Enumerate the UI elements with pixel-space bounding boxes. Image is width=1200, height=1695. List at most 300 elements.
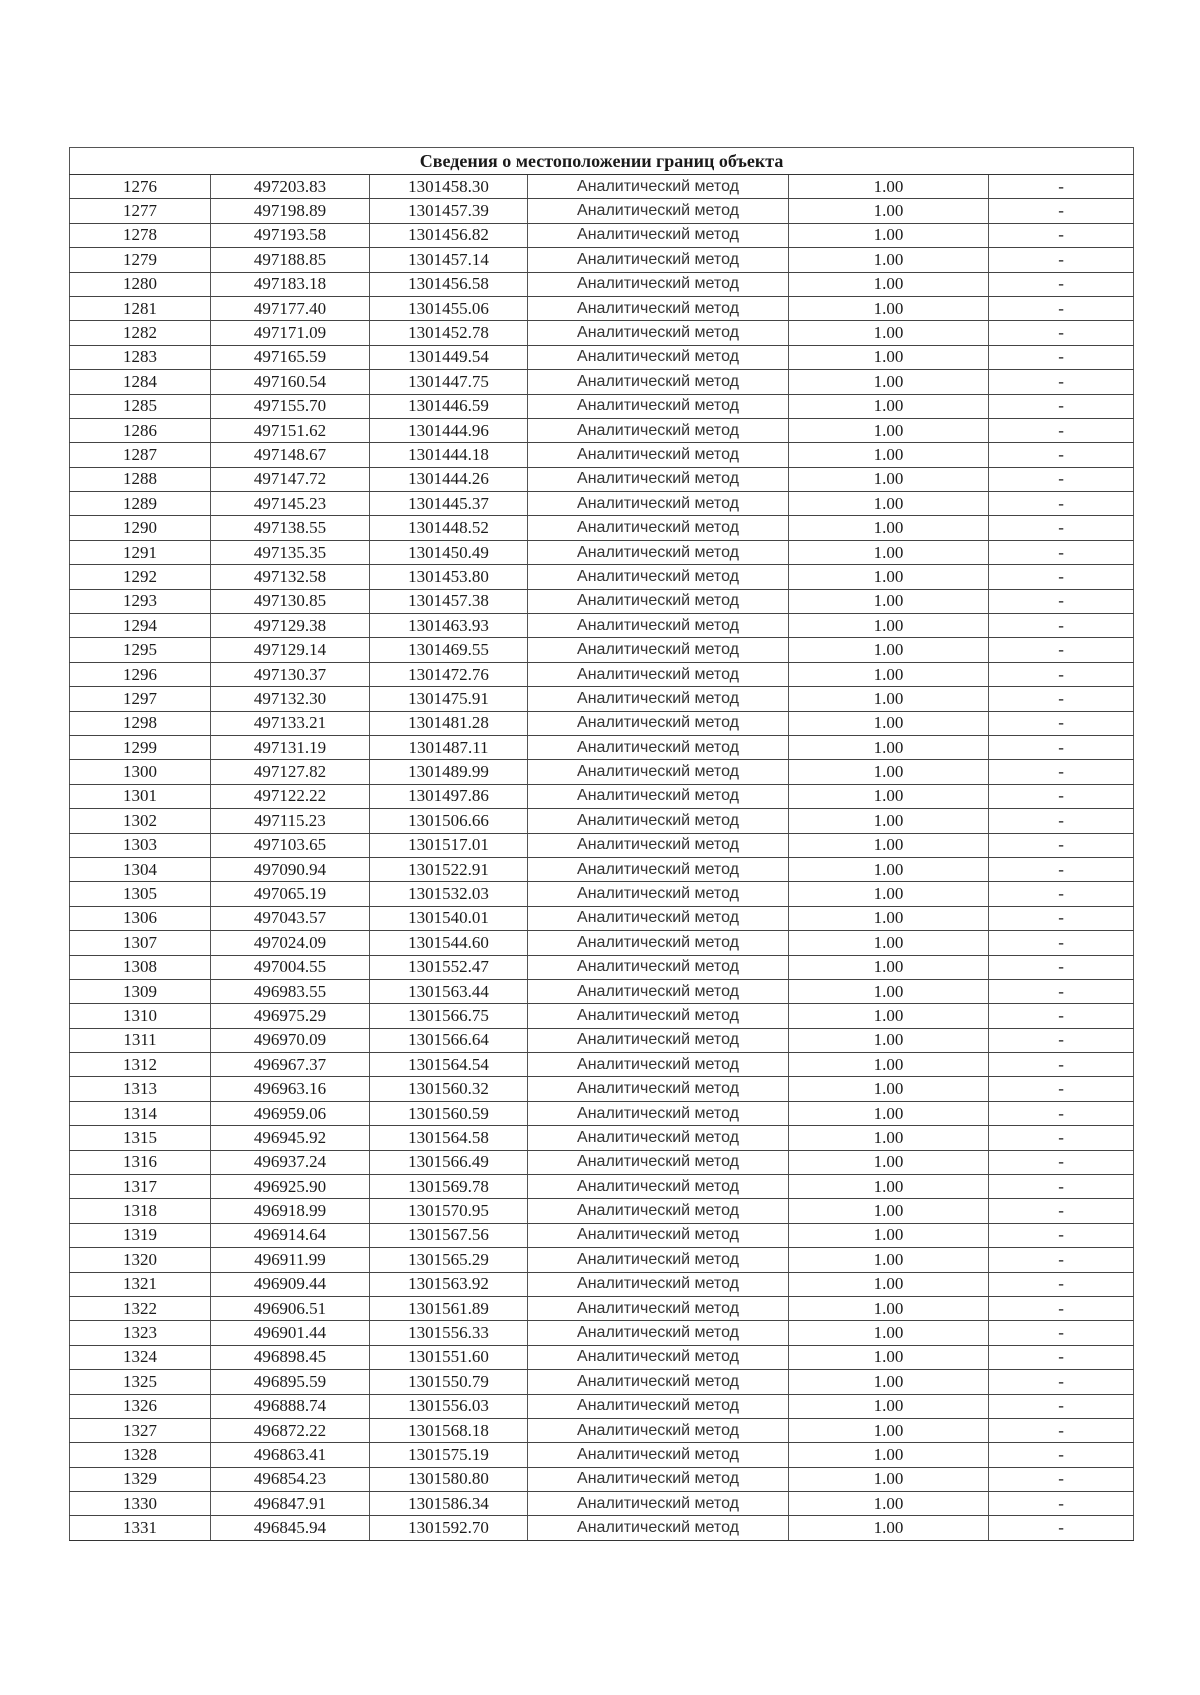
table-row	[70, 1394, 1134, 1418]
x-coordinate-cell: 496911.99	[211, 1248, 370, 1272]
description-cell: -	[989, 809, 1134, 833]
description-cell: -	[989, 1077, 1134, 1101]
y-coordinate-cell: 1301475.91	[370, 687, 528, 711]
point-number-cell: 1301	[70, 784, 211, 808]
x-coordinate-cell: 496845.94	[211, 1516, 370, 1540]
point-number-cell: 1299	[70, 735, 211, 759]
method-cell: Аналитический метод	[528, 735, 789, 759]
accuracy-cell: 1.00	[789, 955, 989, 979]
y-coordinate-cell: 1301452.78	[370, 321, 528, 345]
accuracy-cell: 1.00	[789, 931, 989, 955]
table-row	[70, 345, 1134, 369]
method-cell: Аналитический метод	[528, 1028, 789, 1052]
x-coordinate-cell: 496914.64	[211, 1223, 370, 1247]
y-coordinate-cell: 1301580.80	[370, 1467, 528, 1491]
description-cell: -	[989, 199, 1134, 223]
table-row	[70, 1223, 1134, 1247]
point-number-cell: 1277	[70, 199, 211, 223]
x-coordinate-cell: 497133.21	[211, 711, 370, 735]
y-coordinate-cell: 1301586.34	[370, 1492, 528, 1516]
method-cell: Аналитический метод	[528, 565, 789, 589]
accuracy-cell: 1.00	[789, 809, 989, 833]
table-row	[70, 296, 1134, 320]
method-cell: Аналитический метод	[528, 1199, 789, 1223]
table-row	[70, 370, 1134, 394]
accuracy-cell: 1.00	[789, 565, 989, 589]
description-cell: -	[989, 1004, 1134, 1028]
accuracy-cell: 1.00	[789, 589, 989, 613]
method-cell: Аналитический метод	[528, 906, 789, 930]
y-coordinate-cell: 1301560.32	[370, 1077, 528, 1101]
method-cell: Аналитический метод	[528, 1467, 789, 1491]
x-coordinate-cell: 496847.91	[211, 1492, 370, 1516]
x-coordinate-cell: 497129.14	[211, 638, 370, 662]
y-coordinate-cell: 1301463.93	[370, 614, 528, 638]
table-row	[70, 1443, 1134, 1467]
description-cell: -	[989, 760, 1134, 784]
point-number-cell: 1283	[70, 345, 211, 369]
accuracy-cell: 1.00	[789, 1394, 989, 1418]
y-coordinate-cell: 1301517.01	[370, 833, 528, 857]
table-row	[70, 248, 1134, 272]
method-cell: Аналитический метод	[528, 443, 789, 467]
accuracy-cell: 1.00	[789, 1004, 989, 1028]
table-row	[70, 1126, 1134, 1150]
method-cell: Аналитический метод	[528, 321, 789, 345]
x-coordinate-cell: 496901.44	[211, 1321, 370, 1345]
point-number-cell: 1280	[70, 272, 211, 296]
description-cell: -	[989, 1028, 1134, 1052]
method-cell: Аналитический метод	[528, 1004, 789, 1028]
description-cell: -	[989, 1248, 1134, 1272]
method-cell: Аналитический метод	[528, 1443, 789, 1467]
x-coordinate-cell: 496983.55	[211, 979, 370, 1003]
accuracy-cell: 1.00	[789, 321, 989, 345]
y-coordinate-cell: 1301449.54	[370, 345, 528, 369]
accuracy-cell: 1.00	[789, 687, 989, 711]
y-coordinate-cell: 1301445.37	[370, 492, 528, 516]
table-row	[70, 321, 1134, 345]
accuracy-cell: 1.00	[789, 418, 989, 442]
table-row	[70, 979, 1134, 1003]
description-cell: -	[989, 1053, 1134, 1077]
method-cell: Аналитический метод	[528, 370, 789, 394]
point-number-cell: 1281	[70, 296, 211, 320]
accuracy-cell: 1.00	[789, 711, 989, 735]
method-cell: Аналитический метод	[528, 833, 789, 857]
x-coordinate-cell: 497024.09	[211, 931, 370, 955]
x-coordinate-cell: 497132.58	[211, 565, 370, 589]
accuracy-cell: 1.00	[789, 662, 989, 686]
y-coordinate-cell: 1301561.89	[370, 1296, 528, 1320]
point-number-cell: 1305	[70, 882, 211, 906]
y-coordinate-cell: 1301569.78	[370, 1175, 528, 1199]
method-cell: Аналитический метод	[528, 857, 789, 881]
method-cell: Аналитический метод	[528, 467, 789, 491]
table-row	[70, 199, 1134, 223]
method-cell: Аналитический метод	[528, 1223, 789, 1247]
point-number-cell: 1300	[70, 760, 211, 784]
description-cell: -	[989, 516, 1134, 540]
x-coordinate-cell: 496863.41	[211, 1443, 370, 1467]
x-coordinate-cell: 496963.16	[211, 1077, 370, 1101]
x-coordinate-cell: 497138.55	[211, 516, 370, 540]
y-coordinate-cell: 1301564.54	[370, 1053, 528, 1077]
x-coordinate-cell: 497122.22	[211, 784, 370, 808]
accuracy-cell: 1.00	[789, 394, 989, 418]
x-coordinate-cell: 496975.29	[211, 1004, 370, 1028]
x-coordinate-cell: 496967.37	[211, 1053, 370, 1077]
table-row	[70, 516, 1134, 540]
accuracy-cell: 1.00	[789, 223, 989, 247]
x-coordinate-cell: 496872.22	[211, 1418, 370, 1442]
method-cell: Аналитический метод	[528, 516, 789, 540]
y-coordinate-cell: 1301448.52	[370, 516, 528, 540]
method-cell: Аналитический метод	[528, 1418, 789, 1442]
description-cell: -	[989, 1223, 1134, 1247]
point-number-cell: 1308	[70, 955, 211, 979]
accuracy-cell: 1.00	[789, 1077, 989, 1101]
y-coordinate-cell: 1301444.18	[370, 443, 528, 467]
accuracy-cell: 1.00	[789, 1467, 989, 1491]
point-number-cell: 1331	[70, 1516, 211, 1540]
accuracy-cell: 1.00	[789, 467, 989, 491]
point-number-cell: 1297	[70, 687, 211, 711]
table-row	[70, 931, 1134, 955]
x-coordinate-cell: 496937.24	[211, 1150, 370, 1174]
description-cell: -	[989, 418, 1134, 442]
accuracy-cell: 1.00	[789, 1370, 989, 1394]
y-coordinate-cell: 1301453.80	[370, 565, 528, 589]
description-cell: -	[989, 1321, 1134, 1345]
table-row	[70, 443, 1134, 467]
method-cell: Аналитический метод	[528, 614, 789, 638]
description-cell: -	[989, 565, 1134, 589]
point-number-cell: 1302	[70, 809, 211, 833]
description-cell: -	[989, 1150, 1134, 1174]
method-cell: Аналитический метод	[528, 1101, 789, 1125]
method-cell: Аналитический метод	[528, 223, 789, 247]
y-coordinate-cell: 1301446.59	[370, 394, 528, 418]
point-number-cell: 1289	[70, 492, 211, 516]
method-cell: Аналитический метод	[528, 1296, 789, 1320]
description-cell: -	[989, 443, 1134, 467]
description-cell: -	[989, 321, 1134, 345]
x-coordinate-cell: 497103.65	[211, 833, 370, 857]
method-cell: Аналитический метод	[528, 175, 789, 199]
description-cell: -	[989, 175, 1134, 199]
point-number-cell: 1279	[70, 248, 211, 272]
x-coordinate-cell: 497203.83	[211, 175, 370, 199]
table-row	[70, 565, 1134, 589]
method-cell: Аналитический метод	[528, 687, 789, 711]
accuracy-cell: 1.00	[789, 1272, 989, 1296]
x-coordinate-cell: 497147.72	[211, 467, 370, 491]
table-row	[70, 1028, 1134, 1052]
point-number-cell: 1314	[70, 1101, 211, 1125]
description-cell: -	[989, 1175, 1134, 1199]
point-number-cell: 1326	[70, 1394, 211, 1418]
table-row	[70, 784, 1134, 808]
y-coordinate-cell: 1301592.70	[370, 1516, 528, 1540]
y-coordinate-cell: 1301540.01	[370, 906, 528, 930]
x-coordinate-cell: 497115.23	[211, 809, 370, 833]
table-row	[70, 882, 1134, 906]
accuracy-cell: 1.00	[789, 1345, 989, 1369]
description-cell: -	[989, 784, 1134, 808]
table-row	[70, 1077, 1134, 1101]
accuracy-cell: 1.00	[789, 882, 989, 906]
x-coordinate-cell: 497165.59	[211, 345, 370, 369]
accuracy-cell: 1.00	[789, 784, 989, 808]
method-cell: Аналитический метод	[528, 1345, 789, 1369]
method-cell: Аналитический метод	[528, 492, 789, 516]
point-number-cell: 1306	[70, 906, 211, 930]
point-number-cell: 1303	[70, 833, 211, 857]
description-cell: -	[989, 882, 1134, 906]
x-coordinate-cell: 497198.89	[211, 199, 370, 223]
y-coordinate-cell: 1301552.47	[370, 955, 528, 979]
point-number-cell: 1276	[70, 175, 211, 199]
table-row	[70, 467, 1134, 491]
x-coordinate-cell: 497004.55	[211, 955, 370, 979]
point-number-cell: 1286	[70, 418, 211, 442]
point-number-cell: 1325	[70, 1370, 211, 1394]
description-cell: -	[989, 906, 1134, 930]
x-coordinate-cell: 496959.06	[211, 1101, 370, 1125]
accuracy-cell: 1.00	[789, 979, 989, 1003]
method-cell: Аналитический метод	[528, 272, 789, 296]
y-coordinate-cell: 1301472.76	[370, 662, 528, 686]
accuracy-cell: 1.00	[789, 1296, 989, 1320]
method-cell: Аналитический метод	[528, 1516, 789, 1540]
y-coordinate-cell: 1301456.82	[370, 223, 528, 247]
description-cell: -	[989, 857, 1134, 881]
method-cell: Аналитический метод	[528, 1492, 789, 1516]
point-number-cell: 1287	[70, 443, 211, 467]
method-cell: Аналитический метод	[528, 589, 789, 613]
y-coordinate-cell: 1301532.03	[370, 882, 528, 906]
point-number-cell: 1319	[70, 1223, 211, 1247]
method-cell: Аналитический метод	[528, 1077, 789, 1101]
x-coordinate-cell: 497183.18	[211, 272, 370, 296]
y-coordinate-cell: 1301567.56	[370, 1223, 528, 1247]
description-cell: -	[989, 1467, 1134, 1491]
method-cell: Аналитический метод	[528, 540, 789, 564]
table-row	[70, 1248, 1134, 1272]
point-number-cell: 1327	[70, 1418, 211, 1442]
point-number-cell: 1330	[70, 1492, 211, 1516]
description-cell: -	[989, 345, 1134, 369]
y-coordinate-cell: 1301563.44	[370, 979, 528, 1003]
y-coordinate-cell: 1301556.03	[370, 1394, 528, 1418]
table-row	[70, 1370, 1134, 1394]
description-cell: -	[989, 1492, 1134, 1516]
method-cell: Аналитический метод	[528, 1321, 789, 1345]
x-coordinate-cell: 497135.35	[211, 540, 370, 564]
table-title: Сведения о местоположении границ объекта	[70, 148, 1134, 175]
table-row	[70, 1516, 1134, 1540]
x-coordinate-cell: 497160.54	[211, 370, 370, 394]
point-number-cell: 1296	[70, 662, 211, 686]
x-coordinate-cell: 497155.70	[211, 394, 370, 418]
y-coordinate-cell: 1301487.11	[370, 735, 528, 759]
method-cell: Аналитический метод	[528, 1150, 789, 1174]
y-coordinate-cell: 1301563.92	[370, 1272, 528, 1296]
x-coordinate-cell: 497130.37	[211, 662, 370, 686]
table-row	[70, 687, 1134, 711]
description-cell: -	[989, 711, 1134, 735]
accuracy-cell: 1.00	[789, 1199, 989, 1223]
y-coordinate-cell: 1301455.06	[370, 296, 528, 320]
y-coordinate-cell: 1301489.99	[370, 760, 528, 784]
description-cell: -	[989, 931, 1134, 955]
accuracy-cell: 1.00	[789, 857, 989, 881]
x-coordinate-cell: 497145.23	[211, 492, 370, 516]
accuracy-cell: 1.00	[789, 1223, 989, 1247]
point-number-cell: 1315	[70, 1126, 211, 1150]
table-row	[70, 272, 1134, 296]
accuracy-cell: 1.00	[789, 614, 989, 638]
method-cell: Аналитический метод	[528, 760, 789, 784]
point-number-cell: 1321	[70, 1272, 211, 1296]
method-cell: Аналитический метод	[528, 662, 789, 686]
description-cell: -	[989, 1370, 1134, 1394]
table-row	[70, 1199, 1134, 1223]
table-row	[70, 1296, 1134, 1320]
accuracy-cell: 1.00	[789, 370, 989, 394]
method-cell: Аналитический метод	[528, 199, 789, 223]
point-number-cell: 1323	[70, 1321, 211, 1345]
accuracy-cell: 1.00	[789, 540, 989, 564]
y-coordinate-cell: 1301556.33	[370, 1321, 528, 1345]
accuracy-cell: 1.00	[789, 1175, 989, 1199]
accuracy-cell: 1.00	[789, 1516, 989, 1540]
y-coordinate-cell: 1301469.55	[370, 638, 528, 662]
method-cell: Аналитический метод	[528, 296, 789, 320]
y-coordinate-cell: 1301444.26	[370, 467, 528, 491]
table-row	[70, 223, 1134, 247]
point-number-cell: 1318	[70, 1199, 211, 1223]
point-number-cell: 1284	[70, 370, 211, 394]
point-number-cell: 1317	[70, 1175, 211, 1199]
accuracy-cell: 1.00	[789, 443, 989, 467]
table-row	[70, 1467, 1134, 1491]
point-number-cell: 1293	[70, 589, 211, 613]
y-coordinate-cell: 1301568.18	[370, 1418, 528, 1442]
description-cell: -	[989, 1443, 1134, 1467]
point-number-cell: 1278	[70, 223, 211, 247]
point-number-cell: 1282	[70, 321, 211, 345]
accuracy-cell: 1.00	[789, 1248, 989, 1272]
method-cell: Аналитический метод	[528, 394, 789, 418]
x-coordinate-cell: 497043.57	[211, 906, 370, 930]
y-coordinate-cell: 1301544.60	[370, 931, 528, 955]
x-coordinate-cell: 497148.67	[211, 443, 370, 467]
y-coordinate-cell: 1301457.38	[370, 589, 528, 613]
point-number-cell: 1313	[70, 1077, 211, 1101]
y-coordinate-cell: 1301457.14	[370, 248, 528, 272]
y-coordinate-cell: 1301456.58	[370, 272, 528, 296]
x-coordinate-cell: 497193.58	[211, 223, 370, 247]
x-coordinate-cell: 497129.38	[211, 614, 370, 638]
x-coordinate-cell: 496906.51	[211, 1296, 370, 1320]
point-number-cell: 1324	[70, 1345, 211, 1369]
method-cell: Аналитический метод	[528, 931, 789, 955]
method-cell: Аналитический метод	[528, 345, 789, 369]
method-cell: Аналитический метод	[528, 1053, 789, 1077]
accuracy-cell: 1.00	[789, 1321, 989, 1345]
description-cell: -	[989, 296, 1134, 320]
description-cell: -	[989, 979, 1134, 1003]
accuracy-cell: 1.00	[789, 833, 989, 857]
point-number-cell: 1288	[70, 467, 211, 491]
x-coordinate-cell: 497171.09	[211, 321, 370, 345]
point-number-cell: 1311	[70, 1028, 211, 1052]
x-coordinate-cell: 497130.85	[211, 589, 370, 613]
table-title-row	[70, 148, 1134, 175]
table-row	[70, 1345, 1134, 1369]
y-coordinate-cell: 1301506.66	[370, 809, 528, 833]
table-row	[70, 614, 1134, 638]
accuracy-cell: 1.00	[789, 1492, 989, 1516]
description-cell: -	[989, 1516, 1134, 1540]
description-cell: -	[989, 1394, 1134, 1418]
x-coordinate-cell: 497188.85	[211, 248, 370, 272]
accuracy-cell: 1.00	[789, 516, 989, 540]
method-cell: Аналитический метод	[528, 1272, 789, 1296]
method-cell: Аналитический метод	[528, 882, 789, 906]
table-row	[70, 711, 1134, 735]
point-number-cell: 1291	[70, 540, 211, 564]
y-coordinate-cell: 1301566.64	[370, 1028, 528, 1052]
table-row	[70, 1150, 1134, 1174]
point-number-cell: 1329	[70, 1467, 211, 1491]
accuracy-cell: 1.00	[789, 1126, 989, 1150]
table-row	[70, 1418, 1134, 1442]
y-coordinate-cell: 1301560.59	[370, 1101, 528, 1125]
accuracy-cell: 1.00	[789, 199, 989, 223]
accuracy-cell: 1.00	[789, 1053, 989, 1077]
x-coordinate-cell: 497177.40	[211, 296, 370, 320]
x-coordinate-cell: 496895.59	[211, 1370, 370, 1394]
description-cell: -	[989, 614, 1134, 638]
y-coordinate-cell: 1301447.75	[370, 370, 528, 394]
table-row	[70, 1492, 1134, 1516]
description-cell: -	[989, 1199, 1134, 1223]
accuracy-cell: 1.00	[789, 760, 989, 784]
x-coordinate-cell: 496925.90	[211, 1175, 370, 1199]
table-row	[70, 638, 1134, 662]
table-row	[70, 735, 1134, 759]
description-cell: -	[989, 467, 1134, 491]
x-coordinate-cell: 496888.74	[211, 1394, 370, 1418]
accuracy-cell: 1.00	[789, 272, 989, 296]
accuracy-cell: 1.00	[789, 492, 989, 516]
method-cell: Аналитический метод	[528, 1248, 789, 1272]
accuracy-cell: 1.00	[789, 1150, 989, 1174]
accuracy-cell: 1.00	[789, 248, 989, 272]
point-number-cell: 1322	[70, 1296, 211, 1320]
description-cell: -	[989, 1345, 1134, 1369]
method-cell: Аналитический метод	[528, 1394, 789, 1418]
point-number-cell: 1295	[70, 638, 211, 662]
y-coordinate-cell: 1301551.60	[370, 1345, 528, 1369]
description-cell: -	[989, 1101, 1134, 1125]
description-cell: -	[989, 370, 1134, 394]
point-number-cell: 1294	[70, 614, 211, 638]
description-cell: -	[989, 1296, 1134, 1320]
